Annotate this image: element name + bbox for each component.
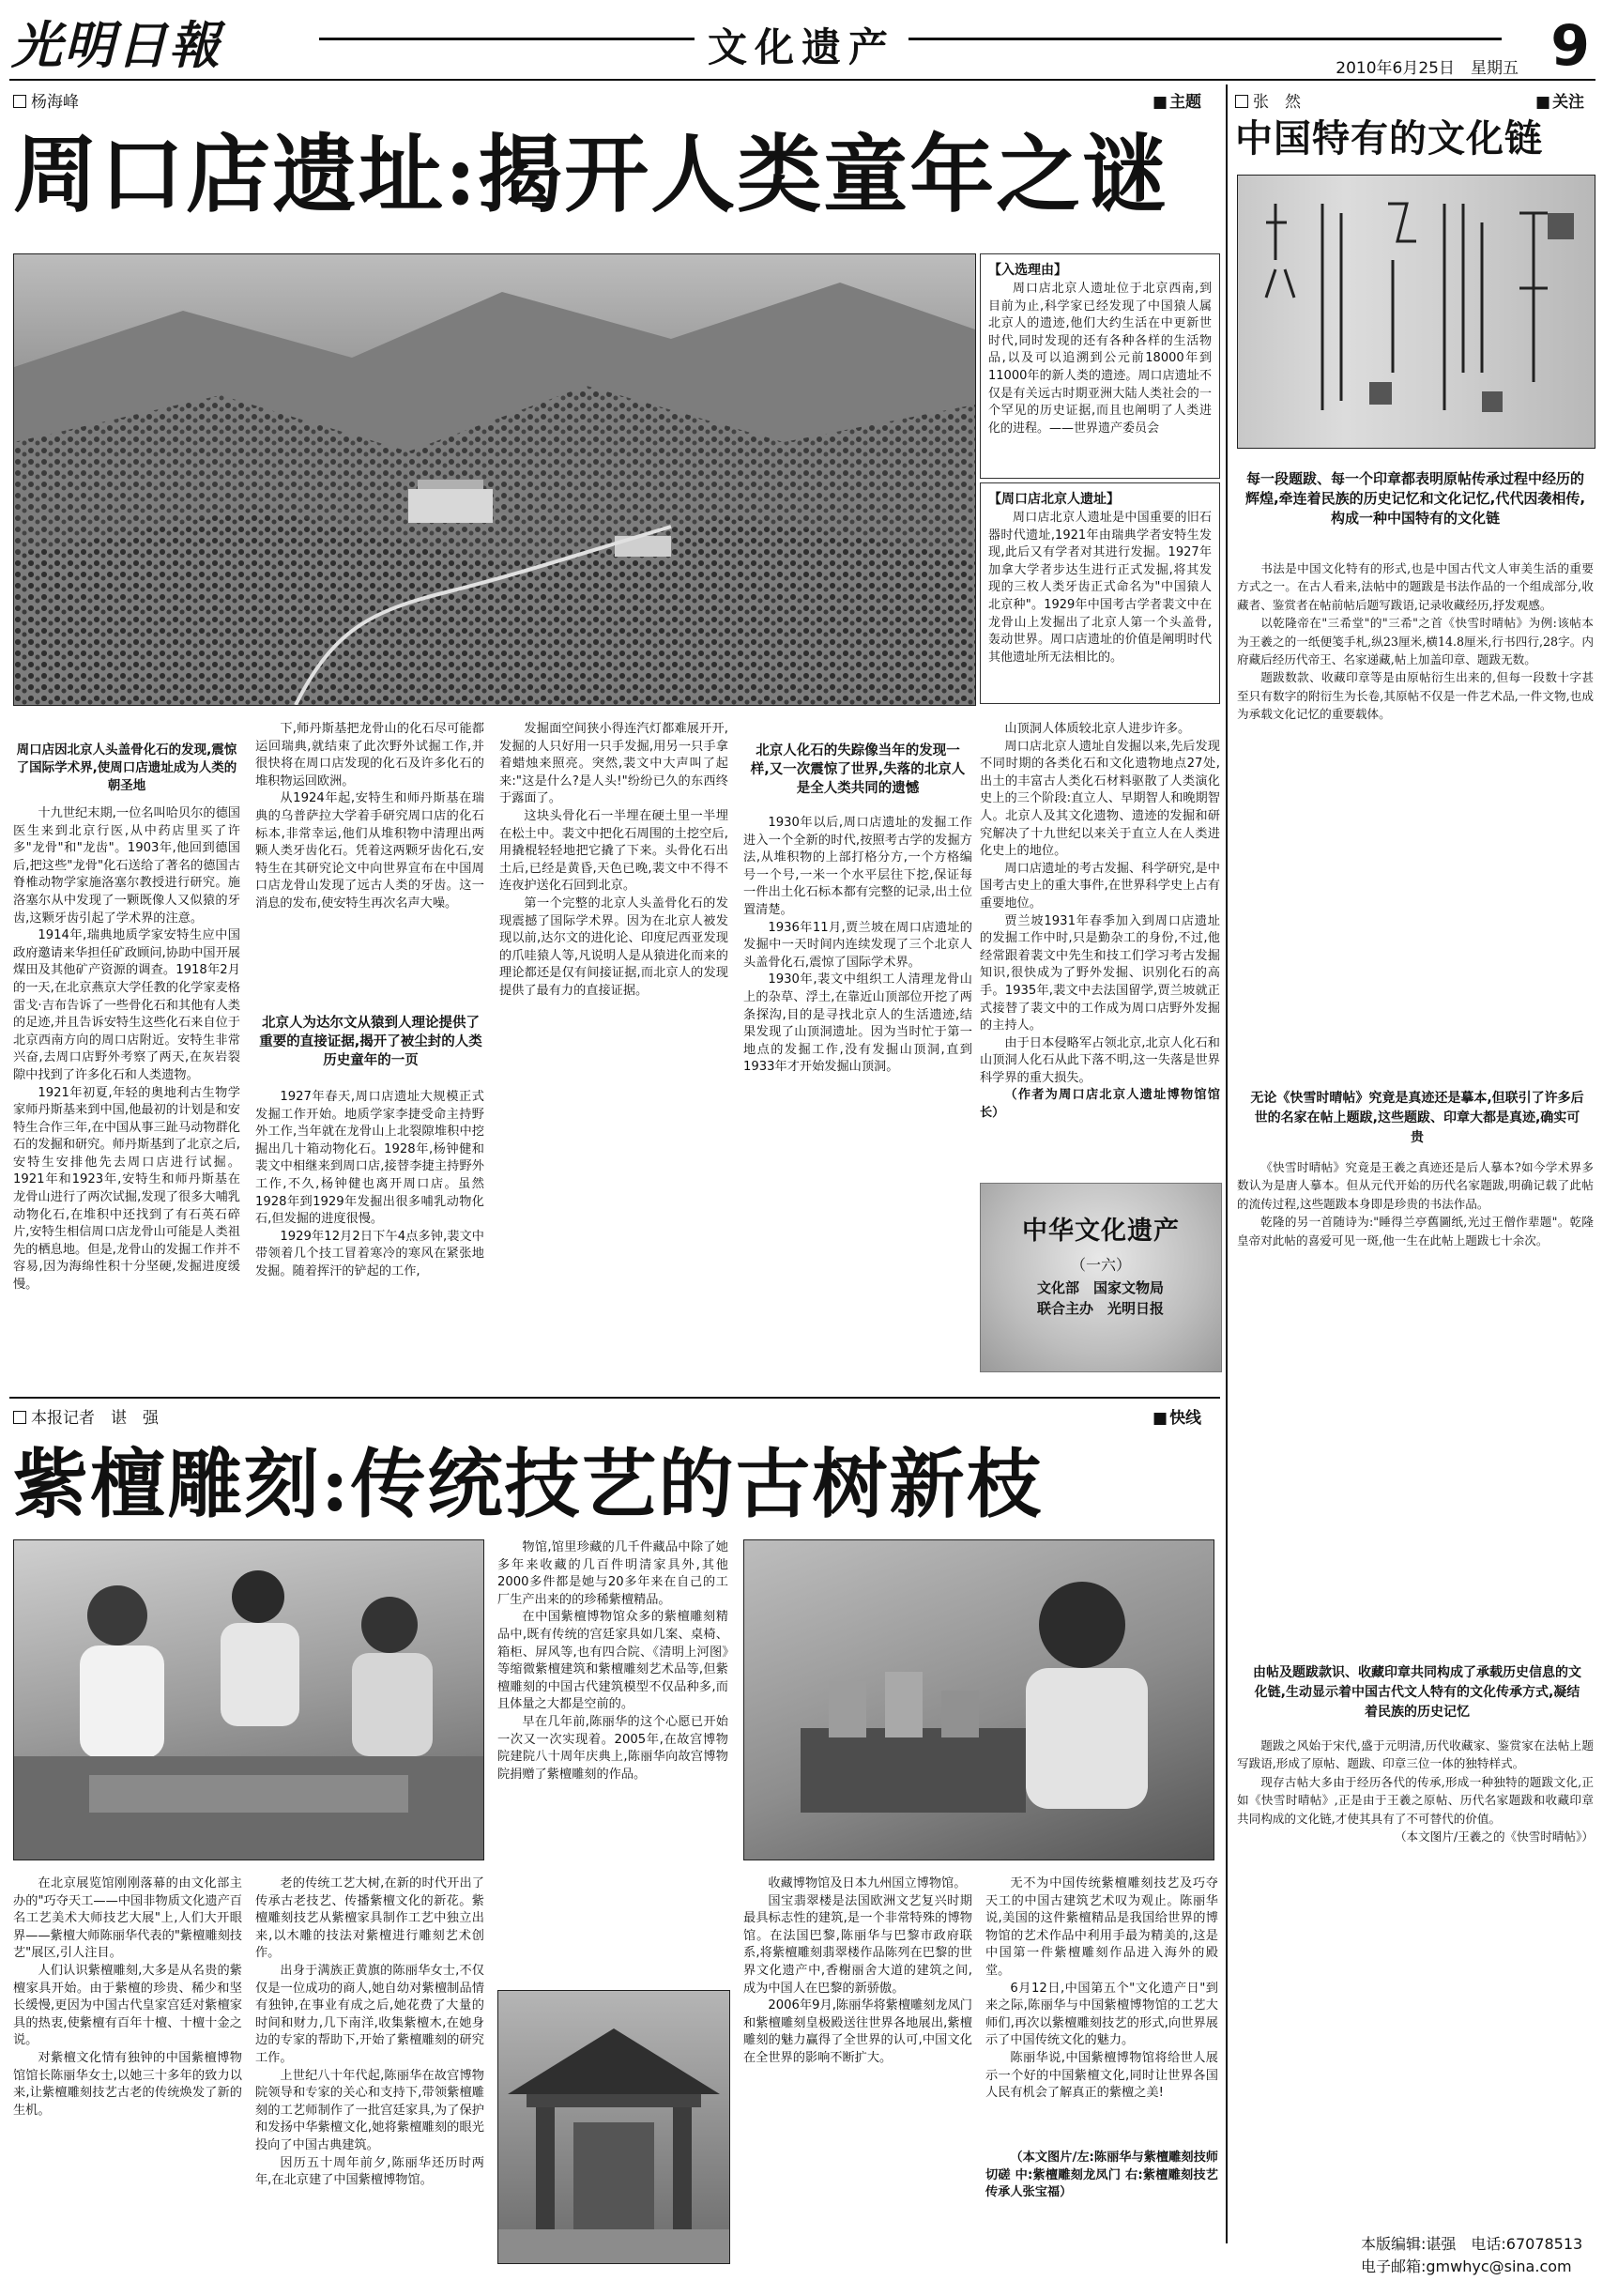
page-number: 9 xyxy=(1550,13,1590,79)
story2-col5 xyxy=(985,1875,1218,2144)
intro-box-body: 周口店北京人遗址位于北京西南,到目前为止,科学家已经发现了中国猿人属北京人的遗迹,他们大约生活在中更新世时代,同时发现的还有各种各样的生活物品,以及可以追溯到公元前18000年到11000年的新人类的遗迹。周口店遗址不仅是有关远古时期亚洲大陆人类社会的一个罕见的历史证据,而且也阐明了人类进化的进程。——世界遗产委员会 xyxy=(988,282,1212,436)
banner-sponsors: 文化部 国家文物局 联合主办 光明日报 xyxy=(1037,1279,1179,1317)
right-lead: 每一段题跋、每一个印章都表明原帖传承过程中经历的辉煌,牵连着民族的历史记忆和文化记忆,代代因袭相传,构成一种中国特有的文化链 xyxy=(1244,470,1586,527)
right-lead2: 无论《快雪时晴帖》究竟是真迹还是摹本,但联引了许多后世的名家在帖上题跋,这些题跋、印章大都是真迹,确实可贵 xyxy=(1250,1091,1584,1145)
story2-col5-p3: 陈丽华说,中国紫檀博物馆将给世人展示一个好的中国紫檀文化,同时让世界各国人民有机会了解真正的紫檀之美! xyxy=(985,2050,1218,2101)
info-box-title: 【周口店北京人遗址】 xyxy=(988,492,1120,507)
story2-col3 xyxy=(497,1539,728,1981)
story2-photo-gate xyxy=(497,1990,730,2264)
right-kicker: ■ 关注 xyxy=(1535,88,1584,112)
story2-col3-p3: 早在几年前,陈丽华的这个心愿已开始一次又一次实现着。2005年,在故宫博物院建院八十周年庆典上,陈丽华向故宫博物院捐赠了紫檀雕刻的作品。 xyxy=(497,1714,728,1782)
story2-headline: 紫檀雕刻:传统技艺的古树新枝 xyxy=(13,1440,1044,1528)
story2-col4-p3: 2006年9月,陈丽华将紫檀雕刻龙凤门和紫檀雕刻皇极殿送往世界各地展出,紫檀雕刻的魅力赢得了全世界的认可,中国文化在全世界的影响不断扩大。 xyxy=(743,1998,972,2065)
footer-editor: 本版编辑:谌强 电话:67078513 xyxy=(1361,2235,1583,2253)
gate-illustration xyxy=(498,1991,729,2263)
story2-col2-p2: 出身于满族正黄旗的陈丽华女士,不仅仅是一位成功的商人,她自幼对紫檀制品情有独钟,在事业有成之后,她花费了大量的时间和财力,几下南洋,收集紫檀木,在她身边的专家的帮助下,开始了紫檀雕刻的研究工作。 xyxy=(255,1963,484,2065)
story-divider xyxy=(9,1397,1220,1399)
right-headline: 中国特有的文化链 xyxy=(1235,116,1543,161)
story2-photo-caption xyxy=(985,2150,1218,2253)
story2-col2-p3: 上世纪八十年代起,陈丽华在故宫博物院领导和专家的关心和支持下,带领紫檀雕刻的工艺师制作了一批宫廷家具,为了保护和发扬中华紫檀文化,她将紫檀雕刻的眼光投向了中国古典建筑。 xyxy=(255,2068,484,2152)
story1-col1 xyxy=(13,805,240,1369)
story1-info-box xyxy=(980,482,1220,704)
story2-col1 xyxy=(13,1875,242,2242)
story1-col5-credit: （作者为周口店北京人遗址博物馆馆长） xyxy=(980,1088,1220,1121)
right-body3-p1: 题跋之风始于宋代,盛于元明清,历代收藏家、鉴赏家在法帖上题写跋语,形成了原帖、题跋、印章三位一体的独特样式。 xyxy=(1237,1738,1594,1771)
story1-col2-p3: 1927年春天,周口店遗址大规模正式发掘工作开始。地质学家李捷受命主持野外工作,当年就在龙骨山上北裂隙堆积中挖掘出几十箱动物化石。1928年,杨钟健和裴文中相继来到周口店,接替李捷主持野外工作,不久,杨钟健也离开周口店。虽然1928年到1929年发掘出很多哺乳动物化石,但发掘的进度很慢。 xyxy=(255,1090,484,1227)
story1-col2-p2: 从1924年起,安特生和师丹斯基在瑞典的乌普萨拉大学着手研究周口店的化石标本,非常幸运,他们从堆积物中清理出两颗人类牙齿化石。凭着这两颗牙齿化石,安特生在其研究论文中向世界宣布在中国周口店龙骨山发现了远古人类的牙齿。这一消息的发布,使安特生再次名声大噪。 xyxy=(255,791,484,911)
story1-col2-p4: 1929年12月2日下午4点多钟,裴文中带领着几个技工冒着寒冷的寒风在紧张地发掘。随着挥汗的铲起的工作, xyxy=(255,1229,484,1278)
story1-byline: 杨海峰 xyxy=(13,88,79,112)
section-name: 文化遗产 xyxy=(695,17,908,73)
story2-photo-carver xyxy=(743,1539,1214,1860)
story1-col3 xyxy=(499,721,728,1370)
story2-col5-p1: 无不为中国传统紫檀雕刻技艺及巧夺天工的中国古建筑艺术叹为观止。陈丽华说,美国的这件紫檀精品是我国给世界的博物馆的艺术作品中利用手最为精美的,这是中国第一件紫檀雕刻作品进入海外的殿堂。 xyxy=(985,1876,1218,1978)
right-body1-p2: 以乾隆帝在"三希堂"的"三希"之首《快雪时晴帖》为例:该帖本为王羲之的一纸便笺手札,纵23厘米,横14.8厘米,行书四行,28字。内府藏后经历代帝王、名家递藏,帖上加盖印章、题跋无数。 xyxy=(1237,616,1594,667)
story2-caption-text: （本文图片/左:陈丽华与紫檀雕刻技师切磋 中:紫檀雕刻龙凤门 右:紫檀雕刻技艺传承人张宝福） xyxy=(985,2151,1218,2200)
banner-title: 中华文化遗产 xyxy=(1022,1217,1180,1246)
story1-col5-p1: 山顶洞人体质较北京人进步许多。 xyxy=(1004,722,1191,736)
right-body2-p2: 乾隆的另一首随诗为:"睡得兰亭舊圖纸,光过王僧作辈题"。乾隆皇帝对此帖的喜爱可见一斑,他一生在此帖上题跋七十余次。 xyxy=(1237,1215,1594,1247)
story2-col3-p1: 物馆,馆里珍藏的几千件藏品中除了她多年来收藏的几百件明清家具外,其他2000多件都是她与20多年来在自己的工厂生产出来的的珍稀紫檀精品。 xyxy=(497,1540,728,1607)
story2-col1-p2: 人们认识紫檀雕刻,大多是从名贵的紫檀家具开始。由于紫檀的珍贵、稀少和坚长缓慢,更因为中国古代皇家宫廷对紫檀家具的热衷,使紫檀有百年十檀、十檀十金之说。 xyxy=(13,1963,242,2048)
info-box-body: 周口店北京人遗址是中国重要的旧石器时代遗址,1921年由瑞典学者安特生发现,此后又有学者对其进行发掘。1927年加拿大学者步达生进行正式发掘,将其发现的三枚人类牙齿正式命名为"中国猿人北京种"。1929年中国考古学者裴文中在龙骨山上发掘出了北京人第一个头盖骨,轰动世界。周口店遗址的价值是阐明时代其他遗址所无法相比的。 xyxy=(988,511,1212,665)
masthead-rule xyxy=(319,38,1502,40)
dateline: 2010年6月25日 星期五 xyxy=(1336,59,1519,78)
story1-col4 xyxy=(743,815,972,1370)
story1-headline: 周口店遗址:揭开人类童年之谜 xyxy=(13,125,1169,224)
right-body1-p1: 书法是中国文化特有的形式,也是中国古代文人审美生活的重要方式之一。在古人看来,法帖中的题跋是书法作品的一个组成部分,收藏者、鉴赏者在帖前帖后题写跋语,记录收藏经历,抒发观感。 xyxy=(1237,561,1594,612)
story1-col2-pull: 北京人为达尔文从猿到人理论提供了重要的直接证据,揭开了被尘封的人类历史童年的一页 xyxy=(259,1016,482,1068)
story1-col2 xyxy=(255,721,484,1003)
right-lead3: 由帖及题跋款识、收藏印章共同构成了承载历史信息的文化链,生动显示着中国古代文人特有的文化传承方式,凝结着民族的历史记忆 xyxy=(1253,1665,1581,1720)
right-body1-p3: 题跋数款、收藏印章等是由原帖衍生出来的,但每一段数十字甚至只有数字的附衍生为长卷,其原帖不仅是一件艺术品,一件文物,也成为承载文化记忆的重要载体。 xyxy=(1237,670,1594,722)
story2-col4-p2: 国宝翡翠楼是法国欧洲文艺复兴时期最具标志性的建筑,是一个非常特殊的博物馆。在法国巴黎,陈丽华与巴黎市政府联系,将紫檀雕刻翡翠楼作品陈列在巴黎的世界文化遗产中,香榭丽舍大道的建筑之间,成为中国人在巴黎的新骄傲。 xyxy=(743,1893,972,1996)
story2-col2 xyxy=(255,1875,484,2242)
story1-col4-p1: 1930年以后,周口店遗址的发掘工作进入一个全新的时代,按照考古学的发掘方法,从堆积物的上部打格分方,一个方格编号一个号,一米一个水平层往下挖,保证每一件出土化石标本都有完整的记录,出土位置清楚。 xyxy=(743,816,972,917)
story1-col1-p1: 十九世纪末期,一位名叫哈贝尔的德国医生来到北京行医,从中药店里买了许多"龙骨"和"龙齿"。1903年,他回到德国后,把这些"龙骨"化石送给了著名的德国古脊椎动物学家施洛塞尔教授进行研究。施洛塞尔从中发现了一颗既像人又似猿的牙齿,这颗牙齿引起了学术界的注意。 xyxy=(13,806,240,926)
story1-col4-pull: 北京人化石的失踪像当年的发现一样,又一次震惊了世界,失落的北京人是全人类共同的遗憾 xyxy=(750,743,966,796)
right-body2-p1: 《快雪时晴帖》究竟是王羲之真迹还是后人摹本?如今学术界多数认为是唐人摹本。但从元代开始的历代名家题跋,明确记载了此帖的流传过程,这些题跋本身即是珍贵的书法作品。 xyxy=(1237,1160,1594,1211)
calligraphy-illustration xyxy=(1238,176,1595,448)
story1-col4-p2: 1936年11月,贾兰坡在周口店遗址的发掘中一天时间内连续发现了三个北京人头盖骨化石,震惊了国际学术界。 xyxy=(743,920,972,970)
right-byline: 张 然 xyxy=(1235,88,1301,112)
right-body3 xyxy=(1237,1737,1594,2215)
story1-col3-p3: 第一个完整的北京人头盖骨化石的发现震撼了国际学术界。因为在北京人被发现以前,达尔文的进化论、印度尼西亚发现的爪哇猿人等,凡说明人是从猿进化而来的理论都还是仅有间接证据,而北京人的发现提供了最有力的直接证据。 xyxy=(499,895,728,998)
story1-photo-landscape xyxy=(13,253,976,706)
story1-col5-p3: 周口店遗址的考古发掘、科学研究,是中国考古史上的重大事件,在世界科学史上占有重要地位。 xyxy=(980,861,1220,911)
right-body2 xyxy=(1237,1158,1594,1646)
story2-col2-p1: 老的传统工艺大树,在新的时代开出了传承古老技艺、传播紫檀文化的新花。紫檀雕刻技艺从紫檀家具制作工艺中独立出来,以木雕的技法对紫檀进行雕刻艺术创作。 xyxy=(255,1876,484,1961)
story1-col5-p2: 周口店北京人遗址自发掘以来,先后发现不同时期的各类化石和文化遗物地点27处,出土的丰富古人类化石材料驱散了人类演化史上的三个阶段:直立人、早期智人和晚期智人。北京人及其文化遗物、遗迹的发掘和研究解决了十九世纪以来关于直立人在人类进化史上的地位。 xyxy=(980,739,1220,859)
story2-col1-p1: 在北京展览馆刚刚落幕的由文化部主办的"巧夺天工——中国非物质文化遗产百名工艺美术大师技艺大展"上,人们大开眼界——紫檀大师陈丽华代表的"紫檀雕刻技艺"展区,引人注目。 xyxy=(13,1876,242,1961)
right-body1 xyxy=(1237,559,1594,1085)
right-column-divider xyxy=(1226,84,1228,2243)
banner-number: （一六） xyxy=(1070,1256,1131,1274)
story1-col5-p5: 由于日本侵略军占领北京,北京人化石和山顶洞人化石从此下落不明,这一失落是世界科学界的重大损失。 xyxy=(980,1035,1220,1085)
story1-col1-p2: 1914年,瑞典地质学家安特生应中国政府邀请来华担任矿政顾问,协助中国开展煤田及其他矿产资源的调查。1918年2月的一天,在北京燕京大学任教的化学家麦格雷戈·吉布告诉了一些骨化石和其他有人类的足迹,并且告诉安特生这些化石来自位于北京西南方向的周口店附近。安特生非常兴奋,去周口店野外考察了两天,在灰岩裂隙中找到了许多化石和人类遗物。 xyxy=(13,928,240,1082)
story1-col3-p2: 这块头骨化石一半埋在硬土里一半埋在松土中。裴文中把化石周围的土挖空后,用撬棍轻轻地把它撬了下来。头骨化石出土后,已经是黄昏,天色已晚,裴文中不得不连夜护送化石回到北京。 xyxy=(499,808,728,894)
story2-col5-p2: 6月12日,中国第五个"文化遗产日"到来之际,陈丽华与中国紫檀博物馆的工艺大师们,再次以紫檀雕刻技艺的形式,向世界展示了中国传统文化的魅力。 xyxy=(985,1981,1218,2048)
story2-col4 xyxy=(743,1875,972,2242)
story2-col1-p3: 对紫檀文化情有独钟的中国紫檀博物馆馆长陈丽华女士,以她三十多年的致力以来,让紫檀雕刻技艺古老的传统焕发了新的生机。 xyxy=(13,2050,242,2118)
story2-col2-p4: 因历五十周年前夕,陈丽华还历时两年,在北京建了中国紫檀博物馆。 xyxy=(255,2155,484,2188)
footer-email: 电子邮箱:gmwhyc@sina.com xyxy=(1361,2258,1572,2275)
story2-kicker: ■ 快线 xyxy=(1153,1404,1201,1428)
calligraphy-scroll-image xyxy=(1237,175,1595,449)
story1-col2-p1: 下,师丹斯基把龙骨山的化石尽可能都运回瑞典,就结束了此次野外试掘工作,并很快将在周口店发现的化石及许多化石的堆积物运回欧洲。 xyxy=(255,722,484,788)
artisans-illustration xyxy=(14,1540,483,1860)
right-body3-p2: 现存古帖大多由于经历各代的传承,形成一种独特的题跋文化,正如《快雪时晴帖》,正是由于王羲之原帖、历代名家题跋和收藏印章共同构成的文化链,才使其具有了不可替代的价值。 xyxy=(1237,1774,1594,1826)
story1-photo-caption: 周口店因北京人头盖骨化石的发现,震惊了国际学术界,使周口店遗址成为人类的朝圣地 xyxy=(16,742,237,793)
masthead-bottom-rule xyxy=(9,79,1595,81)
story2-photo-artisans xyxy=(13,1539,484,1860)
story2-col4-p1: 收藏博物馆及日本九州国立博物馆。 xyxy=(768,1876,967,1890)
series-banner xyxy=(980,1183,1222,1372)
story2-col3-p2: 在中国紫檀博物馆众多的紫檀雕刻精品中,既有传统的宫廷家具如几案、桌椅、箱柜、屏风等,也有四合院、《清明上河图》等缩微紫檀建筑和紫檀雕刻艺术品等,但紫檀雕刻的中国古代建筑模型不仅品种多,而且体量之大都是空前的。 xyxy=(497,1610,728,1712)
masthead-logo: 光明日報 xyxy=(11,15,221,75)
story1-col2-lower xyxy=(255,1089,484,1370)
intro-box-title: 【入选理由】 xyxy=(988,263,1067,278)
right-body3-credit: （本文图片/王羲之的《快雪时晴帖》） xyxy=(1394,1829,1594,1844)
story1-kicker: ■ 主题 xyxy=(1153,88,1201,112)
story1-col1-p3: 1921年初夏,年轻的奥地利古生物学家师丹斯基来到中国,他最初的计划是和安特生合作三年,在中国从事三趾马动物群化石的发掘和研究。师丹斯基到了北京之后,安特生安排他先去周口店进行试掘。1921年和1923年,安特生和师丹斯基在龙骨山进行了两次试掘,发现了很多大哺乳动物化石,在堆积中还找到了有石英石碎片,安特生相信周口店龙骨山可能是人类祖先的栖息地。但是,龙骨山的发掘工作并不容易,因为海绵性积十分坚硬,发掘进度缓慢。 xyxy=(13,1085,240,1293)
story1-intro-box xyxy=(980,253,1220,479)
story2-byline: 本报记者 谌 强 xyxy=(13,1404,159,1428)
landscape-illustration xyxy=(14,254,975,705)
story1-col5-p4: 贾兰坡1931年春季加入到周口店遗址的发掘工作中时,只是勤杂工的身份,不过,他经常跟着裴文中先生和技工们学习考古发掘知识,很快成为了野外发掘、识别化石的高手。1935年,裴文中去法国留学,贾兰坡就正式接替了裴文中的工作成为周口店野外发掘的主持人。 xyxy=(980,913,1220,1033)
story1-col3-p1: 发掘面空间狭小得连汽灯都难展开开,发掘的人只好用一只手发掘,用另一只手拿着蜡烛来照亮。突然,裴文中大声叫了起来:"这是什么?是人头!"纷纷已久的东西终于露面了。 xyxy=(499,722,728,806)
story1-col4-p3: 1930年,裴文中组织工人清理龙骨山上的杂草、浮土,在靠近山顶部位开挖了两条探沟,目的是寻找北京人的生活遗迹,结果发现了山顶洞遗址。因为当时忙于第一地点的发掘工作,没有发掘山顶洞,直到1933年才开始发掘山顶洞。 xyxy=(743,972,972,1075)
story1-col5 xyxy=(980,721,1220,1173)
carver-illustration xyxy=(744,1540,1214,1860)
